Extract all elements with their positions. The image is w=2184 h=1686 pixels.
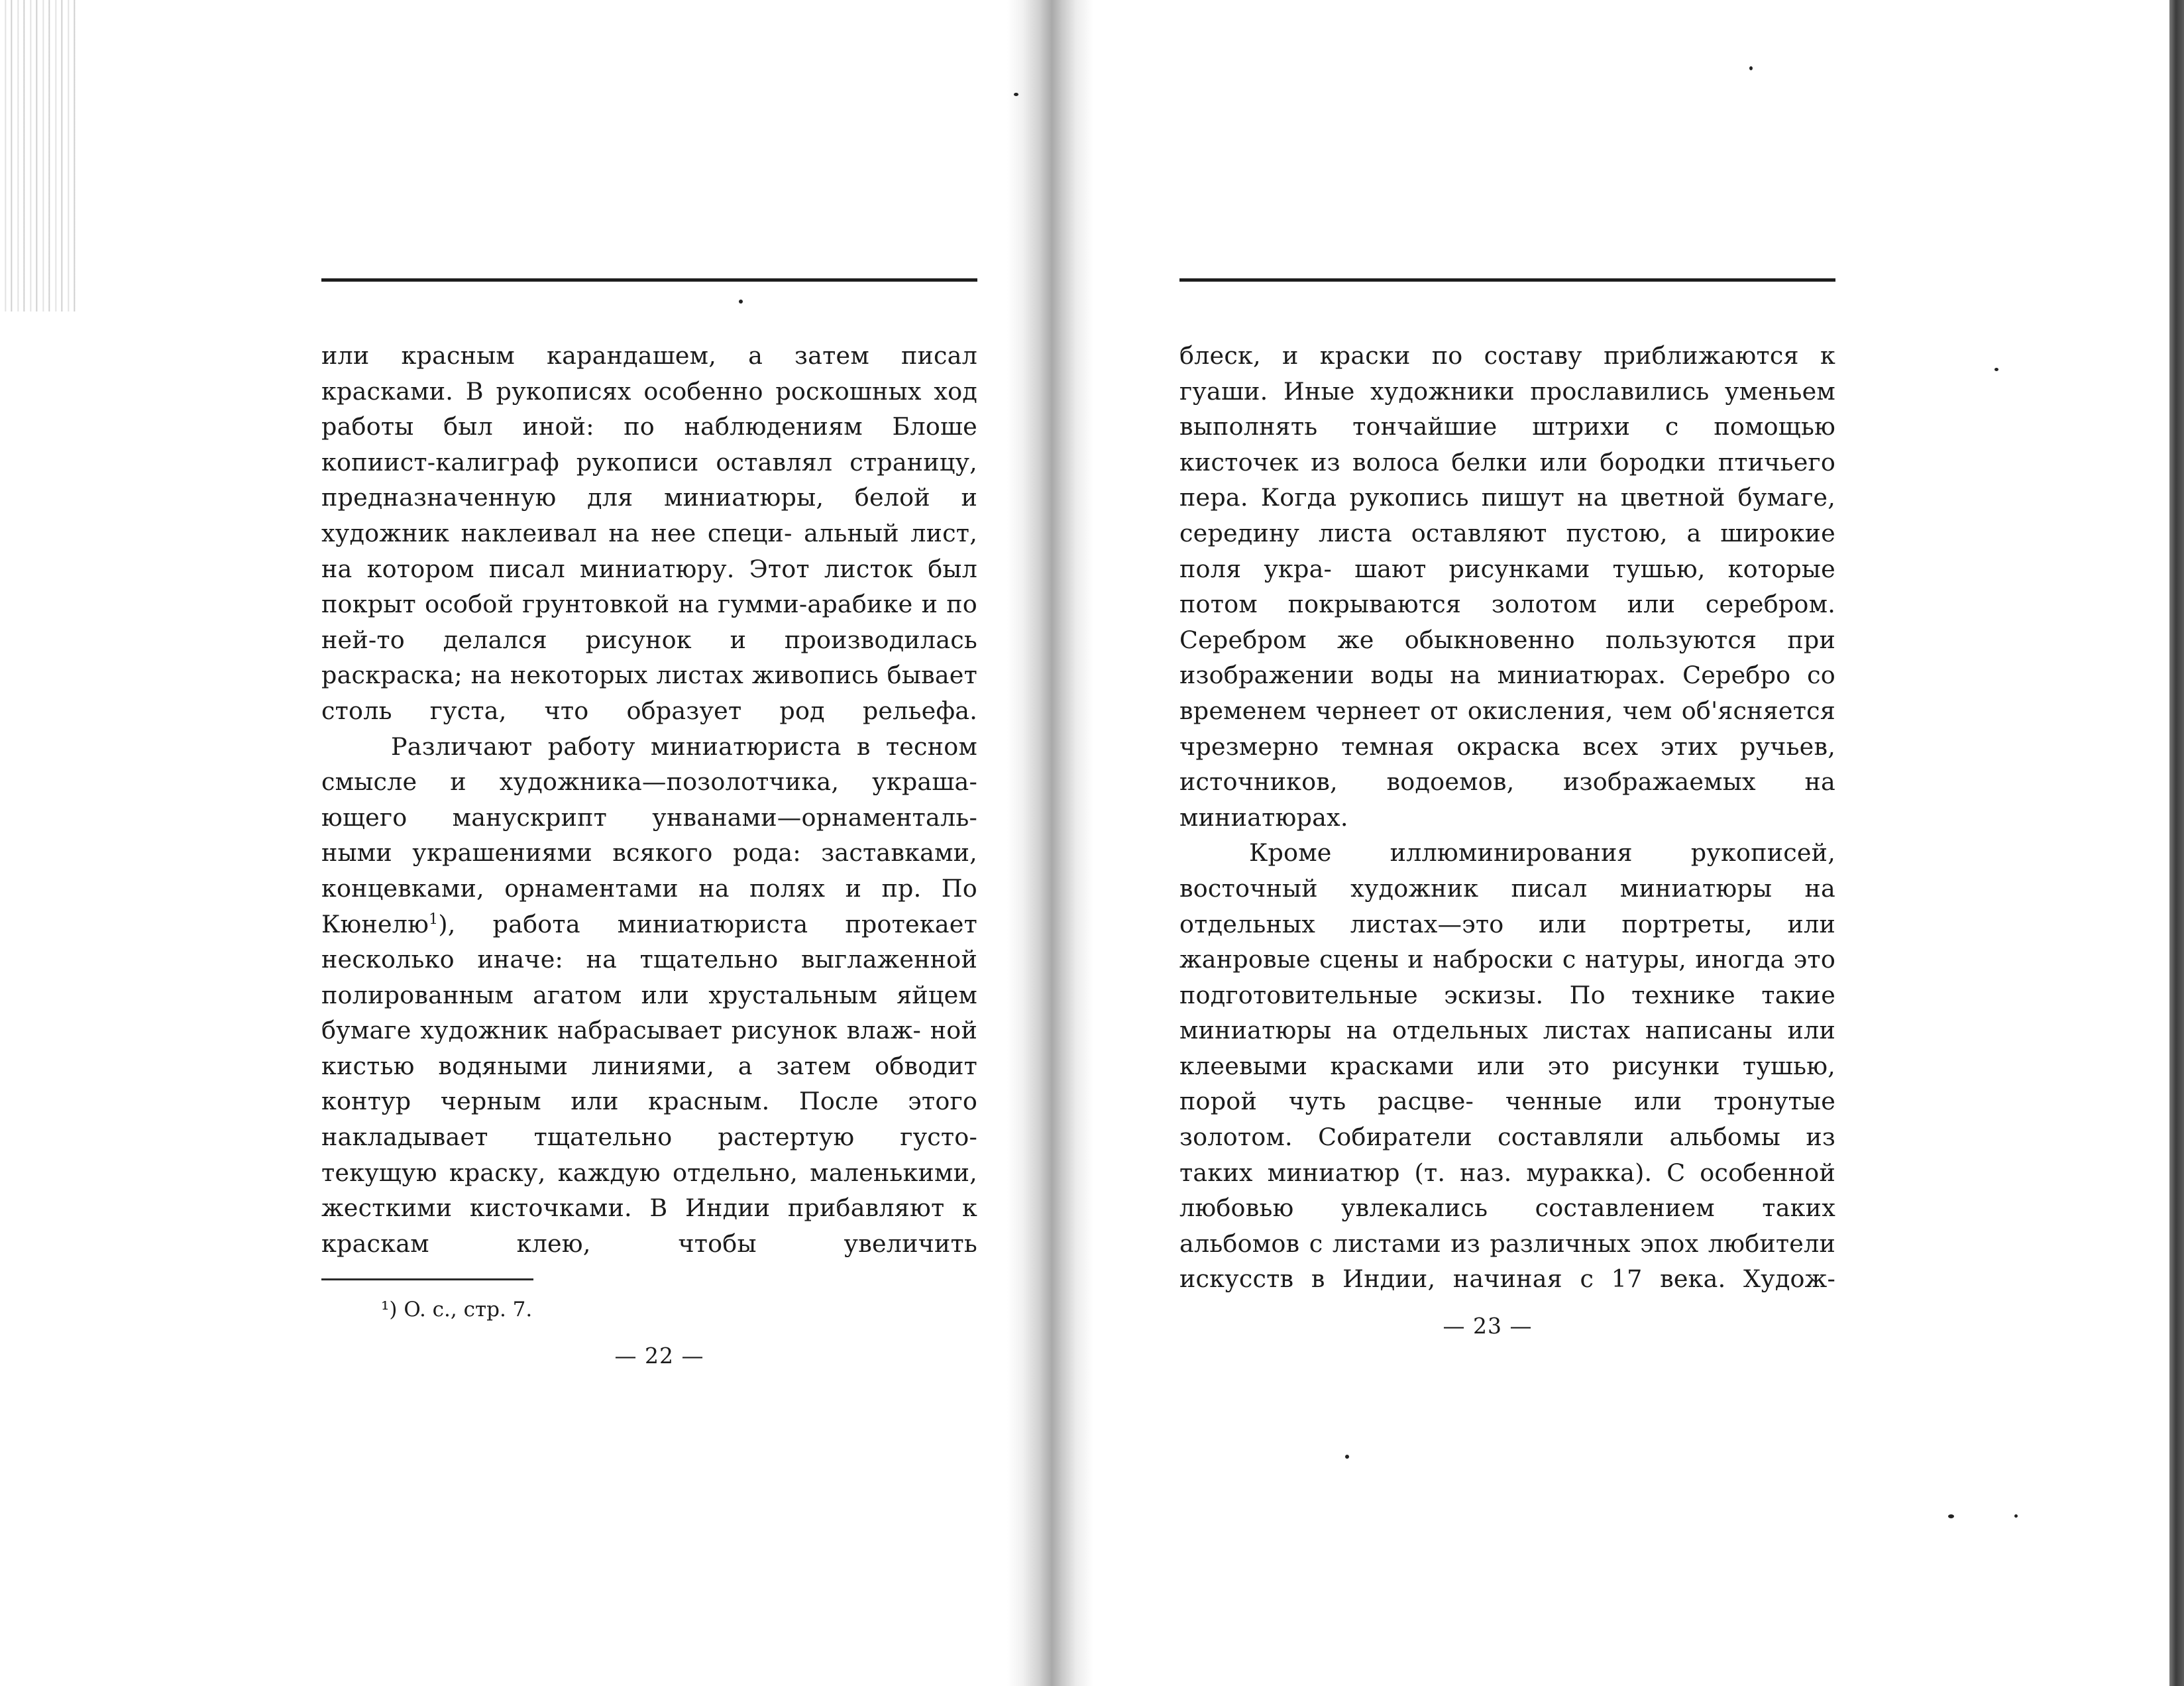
text-line: иногда это подготовительные эскизы. По (1179, 945, 1835, 1009)
text-line: ), работа миниатюриста протекает (438, 909, 977, 938)
text-line: густа, что образует род рельефа. (429, 696, 977, 725)
text-line: густо-текущую краску, каждую отдельно, (321, 1123, 977, 1187)
text-line: миниатюрах. (1179, 803, 1348, 832)
footnote-marker: 1 (429, 911, 439, 928)
page-number: — 22 — (614, 1343, 704, 1369)
text-line: смысле и художника—позолотчика, украша- (321, 767, 977, 797)
text-line: Различают работу миниатюриста в тесном (391, 732, 977, 761)
paragraph (321, 338, 977, 729)
page-number: — 23 — (1443, 1313, 1533, 1339)
text-line: же обыкновенно пользуются при изображении (1179, 625, 1835, 690)
text-line: этого накладывает тщательно растертую (321, 1087, 977, 1152)
text-line: обводит контур черным или красным. После (321, 1051, 978, 1116)
text-line: прибавляют к краскам клею, чтобы увеличить (321, 1194, 977, 1258)
text-line: красками. В рукописях особенно роскошных (321, 376, 922, 406)
text-line: отдельных листах—это или портреты, или (1179, 909, 1835, 938)
text-line: технике такие миниатюры на отдельных (1179, 980, 1835, 1045)
text-line: бородки птичьего пера. Когда рукопись (1179, 447, 1835, 512)
text-line: блеск, и краски по составу приближаются (1179, 341, 1799, 370)
scan-speck (1994, 368, 1998, 371)
text-line: белой и художник наклеивал на нее специ- (321, 483, 977, 547)
text-line: рисунок и производилась раскраска; на (321, 625, 977, 690)
text-line: с листами из различных эпох любители (1309, 1229, 1836, 1258)
scan-speck (2014, 1514, 2018, 1518)
paragraph (1179, 835, 1835, 1297)
scan-speck (1948, 1514, 1954, 1518)
paragraph (1179, 338, 1835, 835)
text-line: несколько иначе: на тщательно выглаженной (321, 945, 977, 974)
text-line: альный лист, на котором писал миниатюру. (321, 518, 978, 583)
text-line: восточный художник писал миниатюры на (1179, 873, 1835, 903)
text-line: ной кистью водяными линиями, а затем (321, 1016, 977, 1080)
scan-edge-artifact (0, 0, 80, 311)
text-line: некоторых листах живопись бывает столь (321, 661, 977, 725)
right-page-text (1179, 338, 1835, 1297)
text-line: листах написаны или клеевыми красками (1179, 1016, 1835, 1080)
text-line: или это рисунки тушью, порой чуть расцве- (1179, 1051, 1835, 1116)
text-line: бумаге художник набрасывает рисунок влаж- (321, 1016, 922, 1045)
text-line: чрезмерно темная окраска всех этих ручьев, (1179, 732, 1835, 761)
footnote-rule (321, 1278, 533, 1280)
text-line: воды на миниатюрах. Серебро со временем (1179, 661, 1835, 725)
text-line: шают рисунками тушью, которые потом (1179, 554, 1835, 619)
scan-speck (1014, 93, 1018, 96)
scan-speck (1345, 1455, 1349, 1459)
text-line: чернеет от окисления, чем об'ясняется (1315, 696, 1835, 725)
text-line: ными украшениями всякого рода: заставками, (321, 838, 977, 868)
text-line: маленькими, жесткими кисточками. В Индии (321, 1158, 977, 1223)
text-line: жанровые сцены и наброски с натуры, (1179, 945, 1687, 974)
left-page-text (321, 338, 977, 1261)
text-line: страницу, предназначенную для миниатюры, (321, 447, 977, 512)
text-line: оставляют пустою, а широкие поля укра- (1179, 518, 1835, 583)
text-line: ющего манускрипт унванами—орнаменталь- (321, 803, 977, 832)
text-line: искусств в Индии, начиная с 17 века. Худож- (1179, 1264, 1835, 1294)
text-line: Блоше копиист-калиграф рукописи оставлял (321, 412, 977, 477)
text-line: покрываются золотом или серебром. Серебром (1179, 590, 1835, 654)
text-line: на гумми-арабике и по ней-то делался (321, 590, 977, 654)
text-line: (т. наз. муракка). С особенной любовью (1179, 1158, 1835, 1223)
text-line: Кроме иллюминирования рукописей, (1249, 838, 1835, 868)
text-line: увлекались составлением таких альбомов (1179, 1194, 1835, 1258)
book-gutter (1007, 0, 1093, 1686)
text-line: ход работы был иной: по наблюдениям (321, 376, 977, 441)
header-rule (321, 278, 977, 282)
text-line: источников, водоемов, изображаемых на (1179, 767, 1835, 797)
footnote: ¹) O. c., стр. 7. (381, 1298, 533, 1322)
text-line: По Кюнелю (321, 873, 977, 938)
paragraph (321, 729, 977, 1262)
text-line: Этот листок был покрыт особой грунтовкой (321, 554, 977, 619)
text-line: помощью кисточек из волоса белки или (1179, 412, 1835, 477)
text-line: уменьем выполнять тончайшие штрихи с (1179, 376, 1835, 441)
text-line: полированным агатом или хрустальным яйцем (321, 980, 977, 1009)
text-line: ченные или тронутые золотом. Собиратели (1179, 1087, 1835, 1152)
header-rule (1179, 278, 1835, 282)
right-page (1179, 278, 1835, 1339)
text-line: составляли альбомы из таких миниатюр (1179, 1123, 1835, 1187)
text-line: к гуаши. Иные художники прославились (1179, 341, 1835, 406)
scan-edge-shadow (2169, 0, 2184, 1686)
text-line: пишут на цветной бумаге, середину листа (1179, 483, 1835, 547)
text-line: концевками, орнаментами на полях и пр. (321, 873, 922, 903)
left-page (321, 278, 977, 1369)
text-line: или красным карандашем, а затем писал (321, 341, 977, 370)
scan-speck (1749, 66, 1753, 70)
